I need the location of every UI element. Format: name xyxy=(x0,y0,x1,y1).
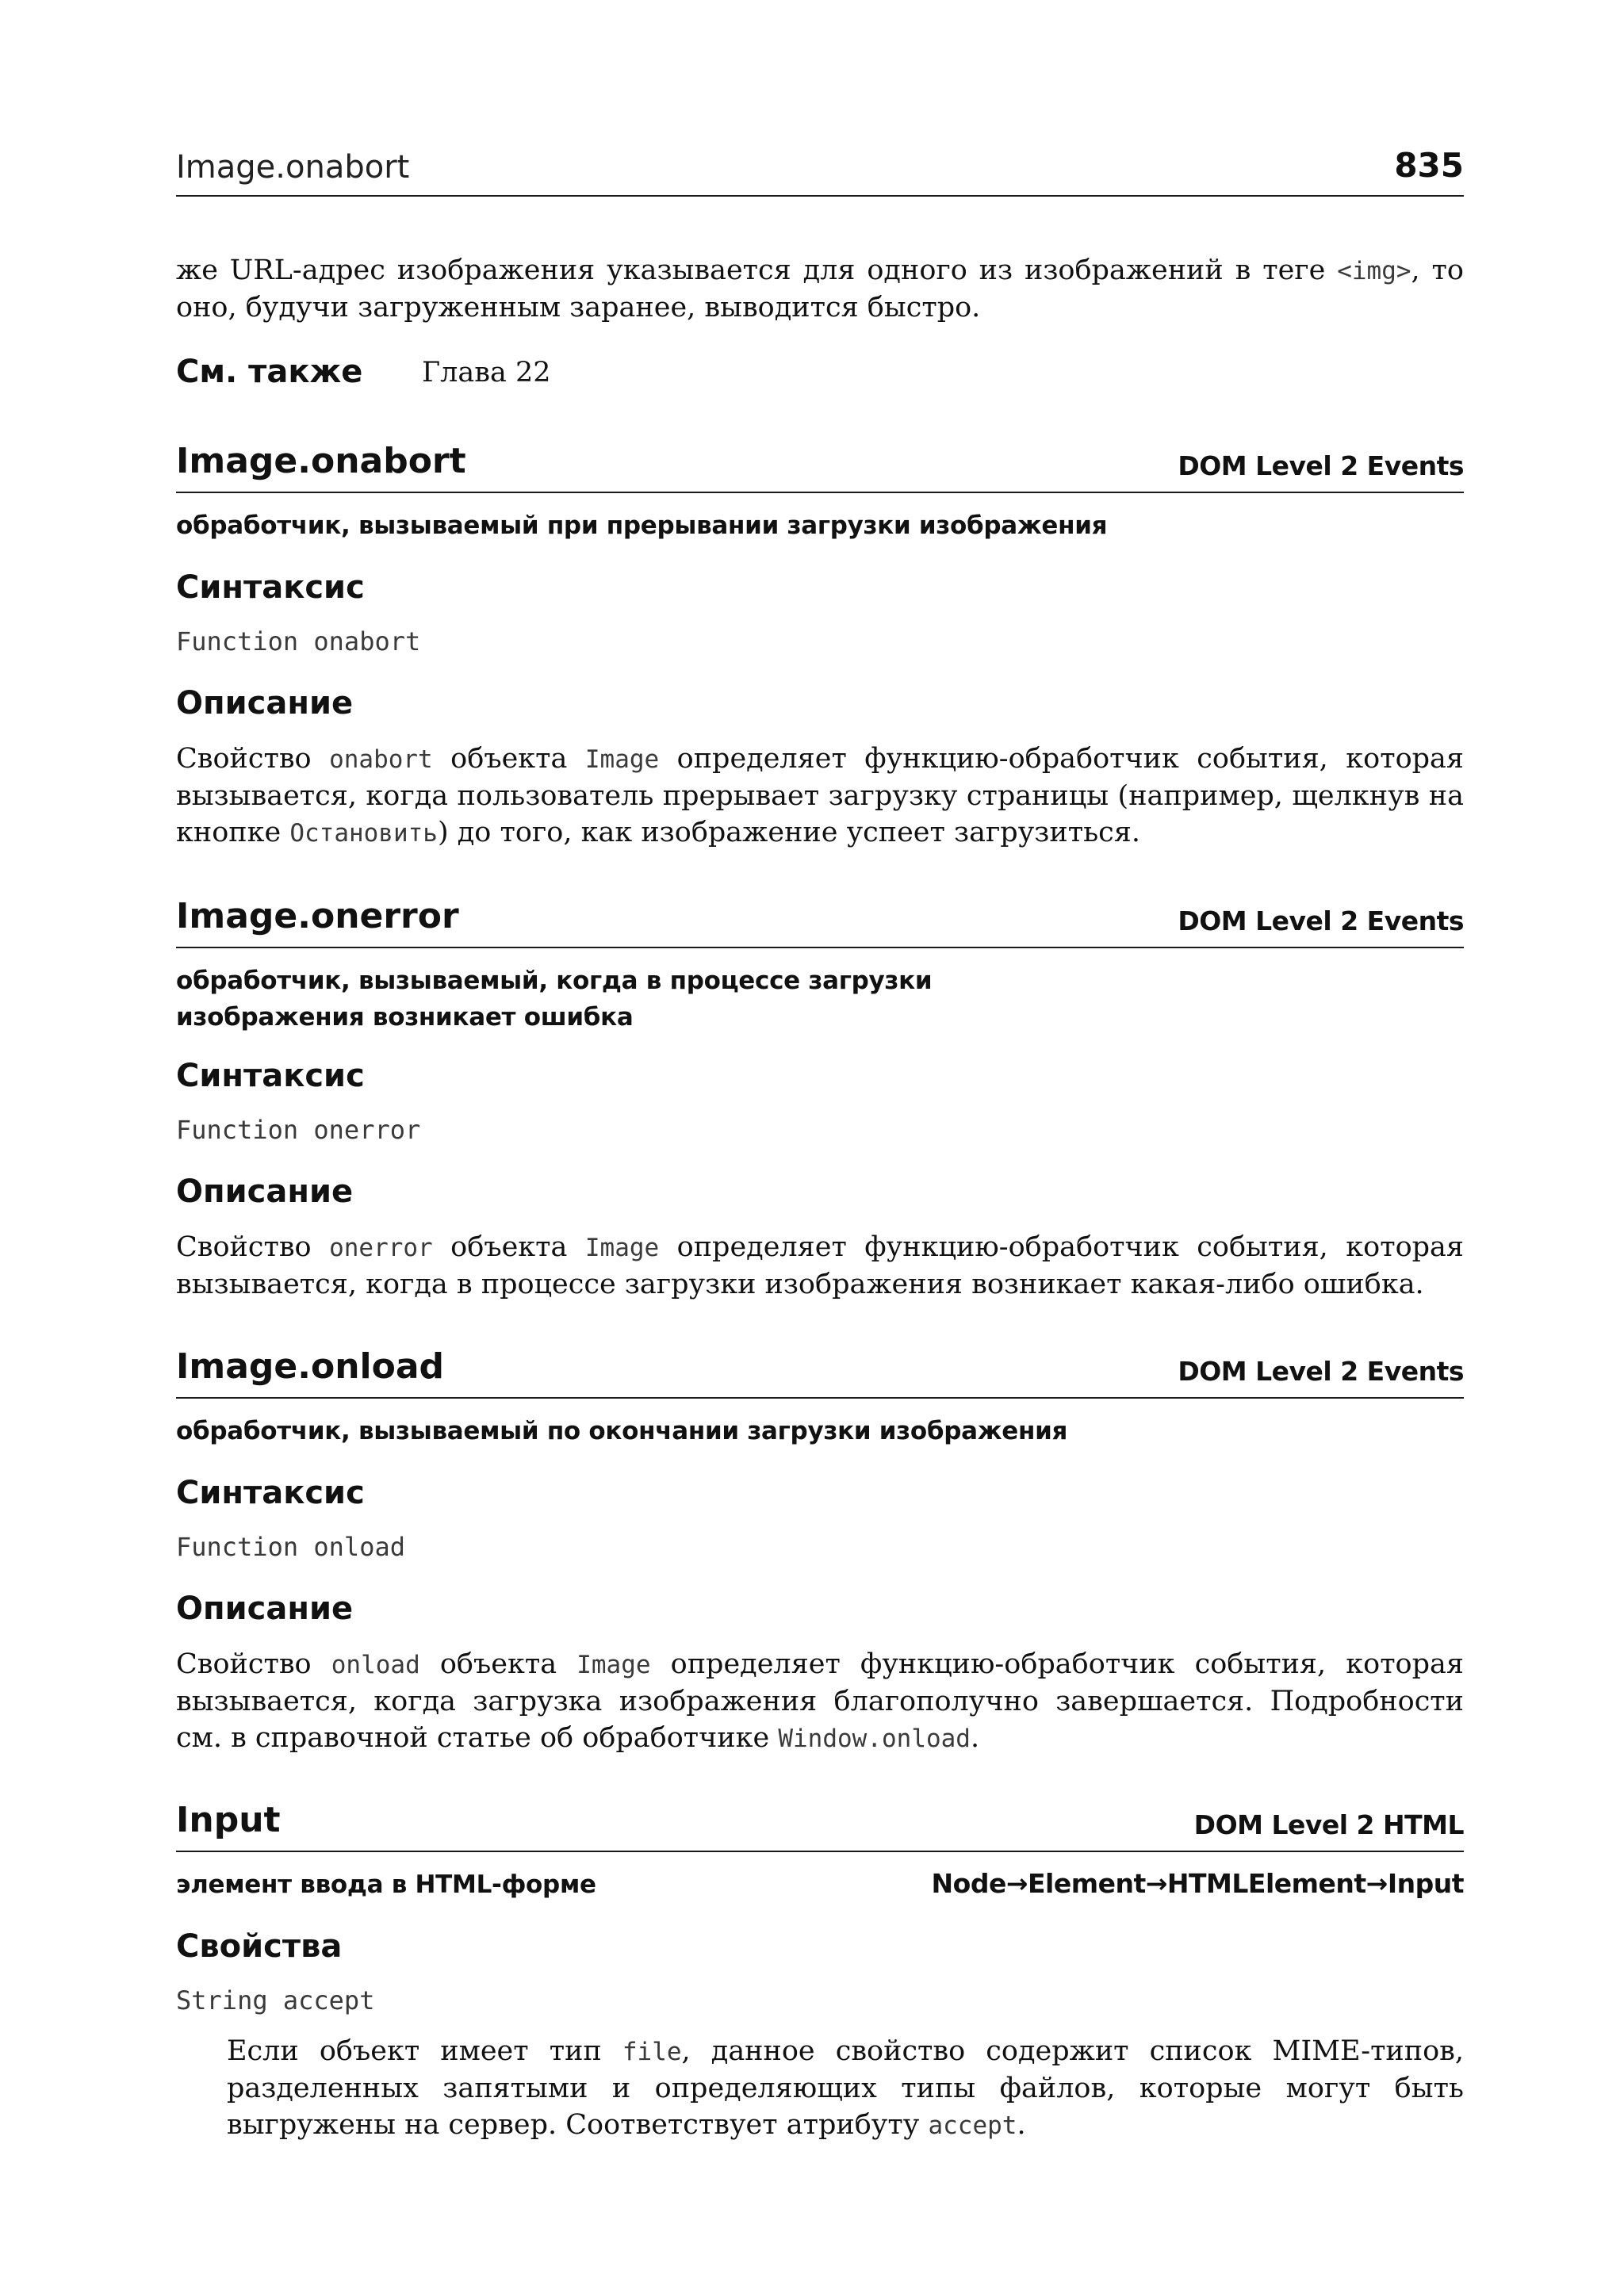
intro-text-1: же URL-адрес изображения указывается для одного из изображений в теге xyxy=(176,255,1338,286)
text: . xyxy=(970,1722,980,1754)
inheritance-hierarchy: Node→Element→HTMLElement→Input xyxy=(931,1868,1464,1899)
entry-title: Input xyxy=(176,1800,281,1840)
see-also-label: См. также xyxy=(176,354,363,390)
code-image: Image xyxy=(584,1234,660,1262)
text: Свойство xyxy=(176,1231,330,1263)
text: объекта xyxy=(432,1231,585,1263)
entry-header-input xyxy=(176,1800,1464,1852)
code-onerror: onerror xyxy=(329,1234,433,1262)
entry-description xyxy=(176,1413,1067,1449)
section-heading-syntax: Синтаксис xyxy=(176,569,365,606)
syntax-signature: Function onload xyxy=(176,1532,405,1562)
text: определяет функцию-обработчик события, которая вызывается, когда загрузка изображения благополучно завершается. Подробности см. в справочной статье об обработчике xyxy=(176,1648,1464,1754)
entry-description-line: обработчик, вызываемый, когда в процессе загрузки xyxy=(176,967,933,995)
code-image: Image xyxy=(576,1651,651,1679)
entry-header-image-onabort xyxy=(176,441,1464,493)
text: объекта xyxy=(432,743,585,775)
ui-label-stop: Остановить xyxy=(289,819,438,848)
property-description xyxy=(227,2033,1464,2144)
entry-description xyxy=(176,963,932,1035)
entry-description xyxy=(176,1866,596,1903)
entry-title: Image.onload xyxy=(176,1346,445,1387)
entry-header-image-onload xyxy=(176,1346,1464,1399)
see-also-value: Глава 22 xyxy=(422,357,551,389)
section-heading-description: Описание xyxy=(176,1173,354,1210)
running-head-title: Image.onabort xyxy=(176,149,410,186)
section-heading-description: Описание xyxy=(176,685,354,722)
intro-code-img: <img> xyxy=(1337,257,1411,285)
code-onload: onload xyxy=(331,1651,420,1679)
entry-description xyxy=(176,507,1107,544)
entry-description-line: обработчик, вызываемый по окончании загрузки изображения xyxy=(176,1417,1068,1445)
text: Если объект имеет тип xyxy=(227,2035,622,2067)
running-head xyxy=(176,146,1464,197)
text: Свойство xyxy=(176,1648,331,1680)
entry-description-line: изображения возникает ошибка xyxy=(176,1003,634,1032)
intro-paragraph xyxy=(176,252,1464,326)
text: , данное свойство содержит список MIME-типов, разделенных запятыми и определяющих типы файлов, которые могут быть выгружены на сервер. Соответствует атрибуту xyxy=(227,2035,1464,2141)
intro-text-2: , то оно, будучи загруженным заранее, выводится быстро. xyxy=(176,255,1464,323)
page-number: 835 xyxy=(1394,146,1464,185)
entry-header-image-onerror xyxy=(176,896,1464,948)
text: определяет функцию-обработчик события, которая вызывается, когда в процессе загрузки изображения возникает какая-либо ошибка. xyxy=(176,1231,1464,1300)
entry-title: Image.onabort xyxy=(176,441,466,481)
section-heading-syntax: Синтаксис xyxy=(176,1475,365,1511)
entry-description-line: обработчик, вызываемый при прерывании загрузки изображения xyxy=(176,511,1108,540)
code-file: file xyxy=(622,2038,682,2066)
entry-description-line: элемент ввода в HTML-форме xyxy=(176,1870,596,1899)
section-heading-syntax: Синтаксис xyxy=(176,1058,365,1094)
text: . xyxy=(1017,2109,1026,2141)
text: Свойство xyxy=(176,743,330,775)
entry-spec: DOM Level 2 Events xyxy=(1178,905,1464,936)
description-paragraph xyxy=(176,741,1464,852)
description-paragraph xyxy=(176,1646,1464,1757)
text: объекта xyxy=(419,1648,577,1680)
text: ) до того, как изображение успеет загрузиться. xyxy=(437,817,1140,848)
entry-spec: DOM Level 2 Events xyxy=(1178,1356,1464,1387)
code-accept: accept xyxy=(928,2111,1017,2140)
syntax-signature: Function onabort xyxy=(176,626,421,657)
entry-spec: DOM Level 2 HTML xyxy=(1193,1809,1464,1840)
section-heading-properties: Свойства xyxy=(176,1928,343,1965)
code-window-onload: Window.onload xyxy=(778,1725,971,1753)
entry-title: Image.onerror xyxy=(176,896,459,936)
section-heading-description: Описание xyxy=(176,1591,354,1627)
syntax-signature: Function onerror xyxy=(176,1115,421,1145)
property-signature: String accept xyxy=(176,1985,375,2015)
description-paragraph xyxy=(176,1229,1464,1303)
code-image: Image xyxy=(584,745,660,774)
text: определяет функцию-обработчик события, которая вызывается, когда пользователь прерывает загрузку страницы (например, щелкнув на кнопке xyxy=(176,743,1464,848)
entry-spec: DOM Level 2 Events xyxy=(1178,450,1464,481)
see-also xyxy=(176,354,1464,398)
code-onabort: onabort xyxy=(329,745,433,774)
